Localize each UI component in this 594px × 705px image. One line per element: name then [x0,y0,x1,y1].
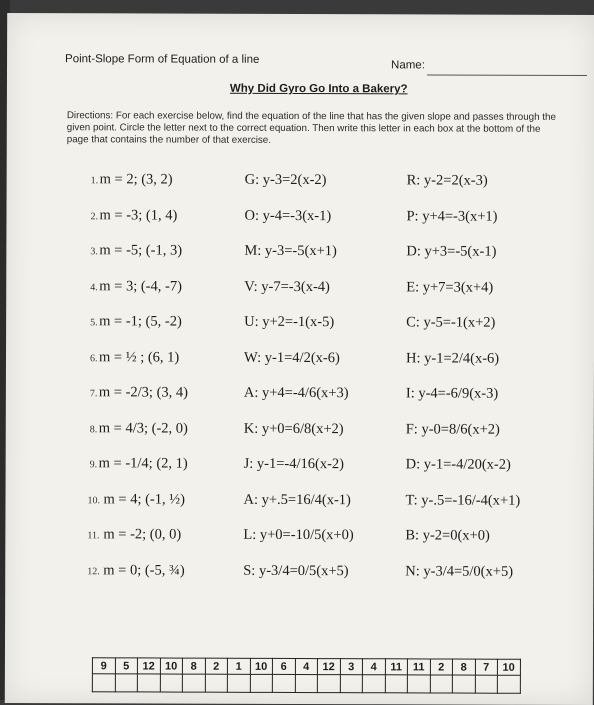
code-box-number: 10 [497,659,520,675]
code-answer-row [92,674,520,693]
exercise-problem: m = 3; (-4, -7) [99,277,182,295]
code-box-number: 4 [295,658,318,674]
answer-choice-b[interactable]: E: y+7=3(x+4) [406,278,494,296]
exercise-problem: m = 4/3; (-2, 0) [98,419,188,437]
exercise-number: 2. [90,210,99,222]
answer-choice-a[interactable]: M: y-3=-5(x+1) [244,242,337,260]
code-box-number: 11 [407,659,430,675]
code-box-answer[interactable] [115,674,138,692]
exercise-number: 3. [90,246,98,258]
exercise-number: 8. [89,423,98,435]
directions-text: Directions: For each exercise below, find the equation of the line that has the given slope and passes through the given point. Circle the letter next to the correct equation. Then write this letter in each box at the bottom of the page that contains the number of that exercise. [66,110,556,146]
answer-choice-a[interactable]: L: y+0=-10/5(x+0) [243,526,354,544]
exercise-number: 6. [89,352,98,364]
exercise-number: 11. [87,530,100,542]
answer-choice-a[interactable]: U: y+2=-1(x-5) [244,313,335,331]
answer-choice-a[interactable]: G: y-3=2(x-2) [244,171,327,189]
exercise-problem: m = -1/4; (2, 1) [98,455,188,472]
code-box-number: 2 [430,659,453,675]
code-box-answer[interactable] [92,674,115,692]
answer-choice-b[interactable]: D: y-1=-4/20(x-2) [405,456,511,473]
code-box-answer[interactable] [182,674,205,692]
riddle-title: Why Did Gyro Go Into a Bakery? [229,82,408,96]
code-box-number: 7 [475,659,498,675]
code-box-answer[interactable] [362,675,385,693]
code-box-answer[interactable] [295,674,318,692]
code-box-number: 12 [137,658,160,674]
code-box-number: 3 [340,659,363,675]
exercise-problem: m = -3; (1, 4) [99,206,178,224]
code-box-answer[interactable] [250,674,273,692]
exercise-problem: m = ½ ; (6, 1) [98,348,180,366]
answer-choice-a[interactable]: W: y-1=4/2(x-6) [243,349,340,366]
code-box-number: 1 [227,658,250,674]
exercise-problem: m = 0; (-5, ¾) [103,561,185,579]
code-box-number: 11 [385,659,408,675]
name-line [427,74,587,76]
answer-choice-a[interactable]: A: y+.5=16/4(x-1) [243,491,351,508]
answer-choice-a[interactable]: A: y+4=-4/6(x+3) [243,384,349,402]
exercise-number: 1. [90,175,99,187]
code-box-answer[interactable] [385,675,408,693]
exercise-problem: m = -1; (5, -2) [99,313,182,330]
answer-choice-b[interactable]: F: y-0=8/6(x+2) [405,420,500,438]
code-box-number: 10 [250,658,273,674]
code-box-number: 12 [317,659,340,675]
code-box-answer[interactable] [205,674,228,692]
exercise-problem: m = -2/3; (3, 4) [98,384,189,401]
answer-code-table [92,657,521,693]
answer-choice-b[interactable]: C: y-5=-1(x+2) [406,314,496,331]
code-box-answer[interactable] [272,674,295,692]
worksheet-title: Point-Slope Form of Equation of a line [65,53,260,66]
code-box-answer[interactable] [340,675,363,693]
code-box-answer[interactable] [475,675,498,693]
code-box-number: 9 [92,658,115,674]
code-box-answer[interactable] [317,675,340,693]
answer-choice-a[interactable]: S: y-3/4=0/5(x+5) [243,562,349,579]
exercise-problem: m = 4; (-1, ½) [103,490,186,508]
answer-choice-b[interactable]: R: y-2=2(x-3) [406,172,488,189]
answer-choice-b[interactable]: P: y+4=-3(x+1) [406,207,498,225]
code-box-answer[interactable] [160,674,183,692]
answer-choice-a[interactable]: K: y+0=6/8(x+2) [243,420,344,437]
exercise-problem: m = -2; (0, 0) [103,526,182,543]
answer-choice-a[interactable]: J: y-1=-4/16(x-2) [243,455,345,473]
code-box-number: 8 [182,658,205,674]
exercise-number: 7. [89,388,98,400]
answer-choice-b[interactable]: N: y-3/4=5/0(x+5) [405,562,514,580]
code-box-number: 6 [272,658,295,674]
answer-choice-b[interactable]: T: y-.5=-16/-4(x+1) [405,491,521,509]
answer-choice-b[interactable]: B: y-2=0(x+0) [405,527,490,544]
code-box-answer[interactable] [227,674,250,692]
exercise-number: 5. [90,317,98,329]
code-box-number: 2 [205,658,228,674]
answer-choice-b[interactable]: H: y-1=2/4(x-6) [405,349,500,367]
code-box-answer[interactable] [497,675,520,693]
code-box-answer[interactable] [452,675,475,693]
code-box-answer[interactable] [137,674,160,692]
name-label: Name: [391,59,425,72]
answer-choice-b[interactable]: I: y-4=-6/9(x-3) [405,385,499,402]
answer-choice-a[interactable]: O: y-4=-3(x-1) [244,207,332,224]
exercise-number: 9. [89,459,98,471]
exercise-problem: m = -5; (-1, 3) [99,242,183,259]
exercise-number: 10. [87,494,101,506]
answer-choice-b[interactable]: D: y+3=-5(x-1) [406,243,497,260]
worksheet-paper [5,13,594,705]
code-box-number: 4 [362,659,385,675]
answer-choice-a[interactable]: V: y-7=-3(x-4) [244,278,330,295]
code-number-row [92,658,520,675]
code-box-answer[interactable] [430,675,453,693]
code-box-number: 5 [115,658,138,674]
exercise-problem: m = 2; (3, 2) [99,171,173,188]
exercise-number: 12. [87,565,100,577]
exercise-number: 4. [90,281,98,293]
code-box-number: 10 [160,658,183,674]
code-box-number: 8 [452,659,475,675]
code-box-answer[interactable] [407,675,430,693]
